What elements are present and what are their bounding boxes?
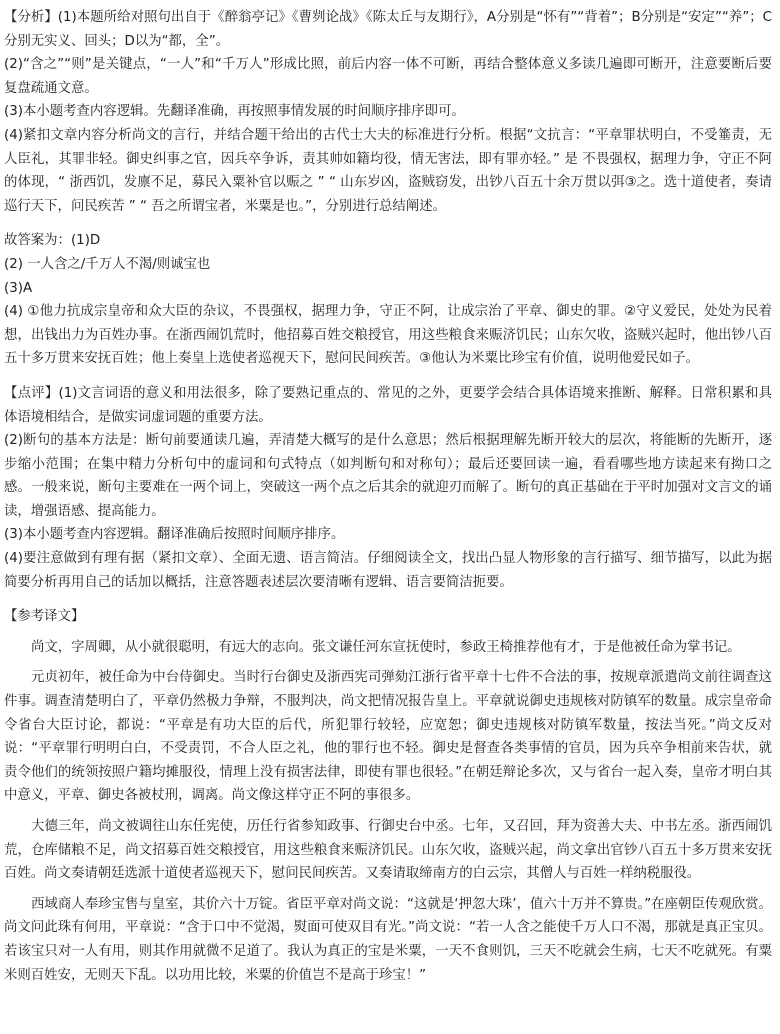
- analysis-para-4: (4)紧扣文章内容分析尚文的言行，并结合题干给出的古代士大夫的标准进行分析。根据“文抗言：“平章罪状明白，不受箠责，无人臣礼，其罪非轻。御史纠事之官，因兵卒争诉，责其帅如籍均役，情无害法，即有罪亦轻。” 是 不畏强权，据理力争，守正不阿的体现，“ 浙西饥，发廪不足，募民入粟补官以赈之 ” “ 山东岁凶，盗贼窃发，出钞八百五十余万贯以弭③之。选十道使者，奏请巡行天下，问民疾苦 ” “ 吾之所谓宝者，米粟是也。”，分别进行总结阐述。: [4, 127, 772, 214]
- comment-para-1: 【点评】(1)文言词语的意义和用法很多，除了要熟记重点的、常见的之外，更要学会结合具体语境来推断、解释。日常积累和具体语境相结合，是做实词虚词题的重要方法。: [4, 385, 772, 425]
- analysis-para-2: (2)“含之”“则”是关键点，“一人”和“千万人”形成比照，前后内容一体不可断，再结合整体意义多读几遍即可断开，注意要断后要复盘疏通文意。: [4, 57, 772, 96]
- translation-section: [4, 605, 772, 987]
- spacer: [4, 629, 772, 636]
- comment-para-2: (2)断句的基本方法是：断句前要通读几遍，弄清楚大概写的是什么意思；然后根据理解先断开较大的层次，将能断的先断开，逐步缩小范围；在集中精力分析句中的虚词和句式特点（如判断句和对称句）；最后还要回读一遍，看看哪些地方读起来有拗口之感。一般来说，断句主要难在一两个词上，突破这一两个点之后其余的就迎刃而解了。断句的真正基础在于平时加强对文言文的诵读，增强语感、提高能力。: [4, 433, 772, 519]
- spacer: [4, 218, 772, 229]
- analysis-para-3: (3)本小题考查内容逻辑。先翻译准确，再按照事情发展的时间顺序排序即可。: [4, 104, 465, 120]
- analysis-section: [4, 6, 772, 218]
- translation-para-2: 元贞初年，被任命为中台侍御史。当时行台御史及浙西宪司弹劾江浙行省平章十七件不合法的事，按规章派遣尚文前往调查这件事。调查清楚明白了，平章仍然极力争辩，不服判决，尚文把情况报告皇上。平章就说御史违规核对防镇军的数量。成宗皇帝命令省台大臣讨论，都说：“平章是有功大臣的后代，所犯罪行较轻，应宽恕；御史违规核对防镇军数量，按法当死。”尚文反对说：“平章罪行明明白白，不受责罚，不合人臣之礼，他的罪行也不轻。御史是督查各类事情的官员，因为兵卒争相前来告状，就责令他们的统领按照户籍均摊服役，情理上没有损害法律，即使有罪也很轻。”在朝廷辩论多次，又与省台一起入奏，皇帝才明白其中意义，平章、御史各被杖刑，调离。尚文像这样守正不阿的事很多。: [4, 670, 772, 804]
- answer-4: (4) ①他力抗成宗皇帝和众大臣的杂议，不畏强权，据理力争，守正不阿，让成宗治了平章、御史的罪。②守义爱民，处处为民着想，出钱出力为百姓办事。在浙西闹饥荒时，他招募百姓交粮授官，用这些粮食来赈济饥民；山东欠收，盗贼兴起时，他出钞八百五十多万贯来安抚百姓；他上奏皇上选使者巡视天下，慰问民间疾苦。③他认为米粟比珍宝有价值，说明他爱民如子。: [4, 304, 772, 367]
- spacer: [4, 371, 772, 382]
- comment-para-4: (4)要注意做到有理有据（紧扣文章）、全面无遗、语言简洁。仔细阅读全文，找出凸显人物形象的言行描写、细节描写，以此为据简要分析再用自己的话加以概括，注意答题表述层次要清晰有逻辑、语言要简洁扼要。: [4, 551, 772, 590]
- answer-intro: 故答案为：(1)D: [4, 233, 101, 249]
- spacer: [4, 659, 772, 666]
- spacer: [4, 594, 772, 605]
- translation-heading: 【参考译文】: [4, 609, 85, 625]
- spacer: [4, 886, 772, 893]
- spacer: [4, 808, 772, 815]
- answer-3: (3)A: [4, 280, 33, 296]
- answers-section: [4, 229, 772, 371]
- comment-section: [4, 382, 772, 594]
- translation-para-1: 尚文，字周卿，从小就很聪明，有远大的志向。张文谦任河东宣抚使时，参政王椅推荐他有才，于是他被任命为掌书记。: [31, 639, 741, 655]
- comment-para-3: (3)本小题考查内容逻辑。翻译准确后按照时间顺序排序。: [4, 527, 345, 543]
- answer-2: (2) 一人含之/千万人不渴/则诚宝也: [4, 256, 211, 272]
- analysis-para-1: 【分析】(1)本题所给对照句出自于《醉翁亭记》《曹刿论战》《陈太丘与友期行》，A分别是“怀有”“背着”；B分别是“安定”“养”；C分别无实义、回头；D以为“都，全”。: [4, 10, 772, 49]
- translation-para-4: 西域商人奉珍宝售与皇室，其价六十万锭。省臣平章对尚文说：“这就是‘押忽大珠’，值六十万并不算贵。”在座朝臣传观欣赏。尚文问此珠有何用，平章说：“含于口中不觉渴，熨面可使双目有光。”尚文说：“若一人含之能使千万人口不渴，那就是真正宝贝。若该宝只对一人有用，则其作用就微不足道了。我认为真正的宝是米粟，一天不食则饥，三天不吃就会生病，七天不吃就死。有粟米则百姓安，无则天下乱。以功用比较，米粟的价值岂不是高于珍宝！”: [4, 896, 772, 983]
- translation-para-3: 大德三年，尚文被调往山东任宪使，历任行省参知政事、行御史台中丞。七年，又召回，拜为资善大夫、中书左丞。浙西闹饥荒，仓库储粮不足，尚文招募百姓交粮授官，用这些粮食来赈济饥民。山东欠收，盗贼兴起，尚文拿出官钞八百五十多万贯来安抚百姓。尚文奏请朝廷选派十道使者巡视天下，慰问民间疾苦。又奏请取缔南方的白云宗，其僧人与百姓一样纳税服役。: [4, 819, 772, 882]
